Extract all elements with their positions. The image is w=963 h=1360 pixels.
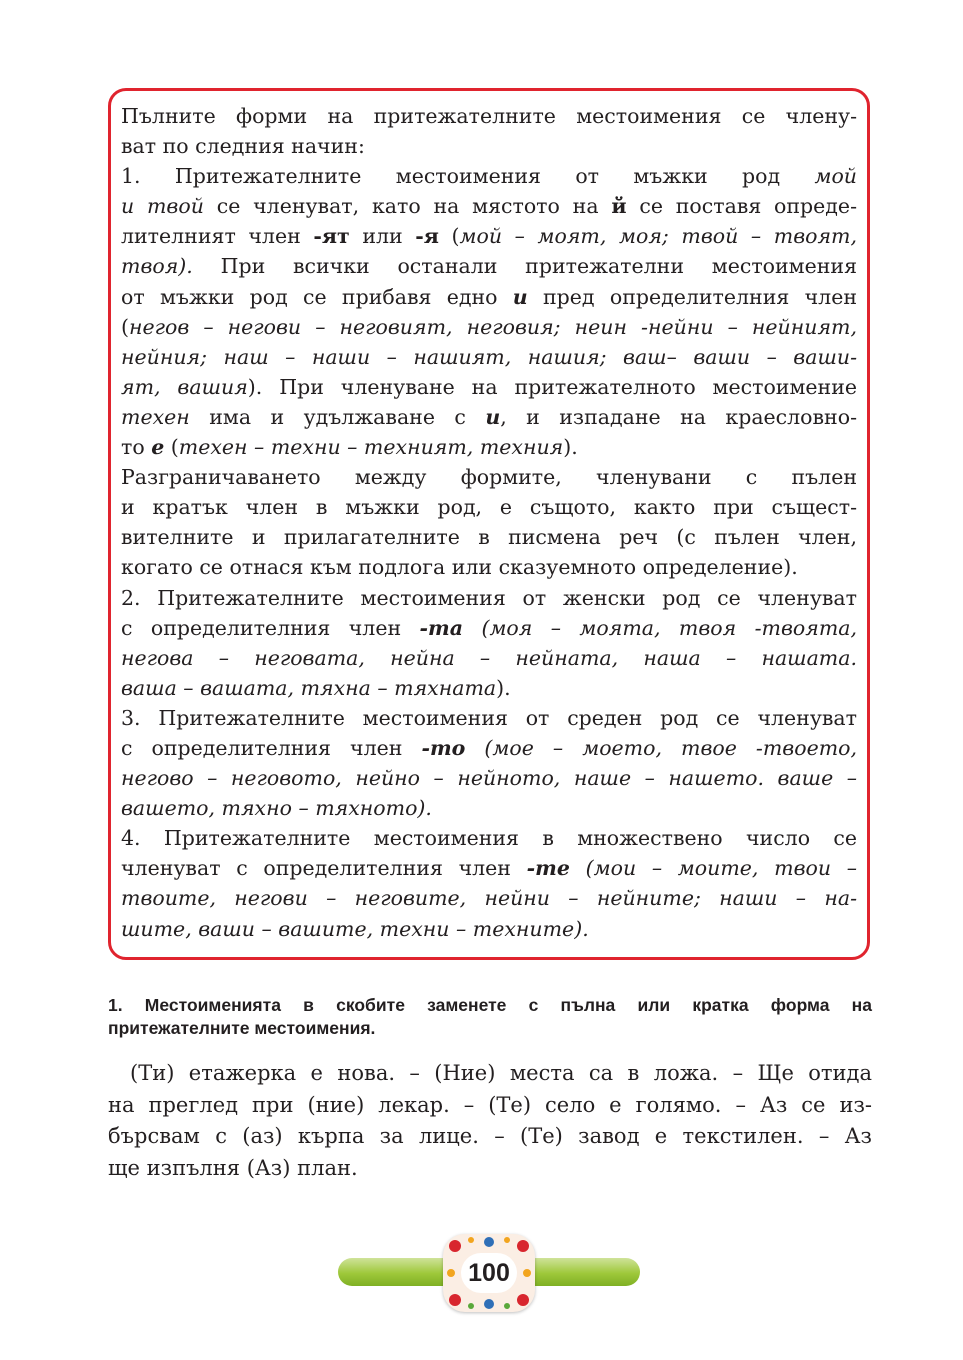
rule-text-segment: , и изпадане на краесловно- (500, 404, 857, 429)
rule-line (121, 583, 857, 613)
exercise-heading (108, 994, 872, 1040)
rule-line (121, 883, 857, 913)
rule-text-segment: техен – техни – техният, техния (178, 435, 564, 460)
rule-line (121, 914, 857, 944)
rule-text-segment: ят, вашия (121, 374, 248, 399)
rule-text-segment: ( (164, 435, 179, 460)
rule-text-segment: -ят (313, 224, 350, 249)
rule-line (121, 131, 857, 161)
rule-text-segment: 4. Притежателните местоимения в множествено число се (121, 826, 857, 851)
rule-text-segment: 3. Притежателните местоимения от среден род се членуват (121, 705, 857, 730)
exercise-text-line: (Ти) етажерка е нова. – (Ние) места са в ложа. – Ще отида (130, 1061, 872, 1085)
rule-line (121, 312, 857, 342)
rule-text-segment: техен (121, 404, 190, 429)
rule-text-segment: твоя). (121, 254, 193, 279)
exercise-heading-line: 1. Местоименията в скобите заменете с пълна или кратка форма на (108, 995, 872, 1015)
rule-text-segment: то (121, 435, 152, 460)
rule-text-segment: и твой (121, 194, 204, 219)
rule-text-segment: -то (421, 735, 466, 760)
page-number: 100 (461, 1253, 517, 1293)
rule-text-segment: (моя – моята, твоя -твоята, (463, 615, 857, 640)
rule-text-segment: и (512, 284, 528, 309)
exercise-text-line: ще изпълня (Аз) план. (108, 1155, 358, 1180)
rule-text-segment: (мое – моето, твое -твоето, (465, 735, 857, 760)
rule-text-segment: -те (526, 856, 570, 881)
rule-text-segment: с определителния член (121, 615, 420, 640)
rule-line (121, 432, 857, 462)
rule-text-segment: е (151, 435, 165, 460)
rule-line (121, 282, 857, 312)
rule-text-segment: твоите, негови – неговите, нейни – нейните; наши – на- (121, 886, 857, 911)
rule-text-segment: негово – неговото, нейно – нейното, наше – нашето. ваше – (121, 766, 857, 791)
rule-line (121, 643, 857, 673)
rule-line (121, 763, 857, 793)
rule-line (121, 342, 857, 372)
rule-line (121, 613, 857, 643)
rule-line (121, 853, 857, 883)
rule-text-segment: и (485, 404, 501, 429)
rule-text-segment: шите, ваши – вашите, техни – техните). (121, 916, 589, 941)
rule-text-segment: Разграничаването между формите, членувани с пълен (121, 465, 857, 490)
rule-line (121, 161, 857, 191)
rule-text-segment: мой – моят, моя; твой – твоят, (459, 224, 857, 249)
rule-text-segment: -я (415, 224, 439, 249)
rule-line (121, 733, 857, 763)
rule-line (121, 191, 857, 221)
rule-text-segment: от мъжки род се прибавя едно (121, 284, 513, 309)
rule-line (121, 673, 857, 703)
rule-text-segment: вителните и прилагателните в писмена реч (с пълен член, (121, 525, 857, 550)
rule-text-segment: лителният член (121, 224, 314, 249)
rule-line (121, 552, 857, 582)
rule-text-segment: и кратък член в мъжки род, е същото, както при същест- (121, 495, 857, 520)
rule-line (121, 221, 857, 251)
rule-text-segment: има и удължаване с (189, 404, 486, 429)
rule-text-segment: пред определителния член (527, 284, 857, 309)
rule-text-segment: ( (121, 314, 129, 339)
rule-line (121, 522, 857, 552)
rule-text-segment: ). (563, 435, 578, 460)
rule-line (121, 703, 857, 733)
rule-text-segment: когато се отнася към подлога или сказуемното определение). (121, 555, 798, 580)
rule-text-segment: с определителния член (121, 735, 422, 760)
rule-text-segment: ). При членуване на притежателното местоимение (247, 374, 857, 399)
rule-line (121, 402, 857, 432)
rule-text-segment: й (611, 194, 627, 219)
rule-text-segment: При всички останали притежателни местоимения (192, 254, 857, 279)
rule-line (121, 251, 857, 281)
rule-box (108, 88, 870, 960)
exercise-heading-line: притежателните местоимения. (108, 1018, 376, 1038)
rule-line (121, 462, 857, 492)
rule-text-segment: ( (438, 224, 460, 249)
rule-line (121, 492, 857, 522)
rule-line (121, 372, 857, 402)
rule-line (121, 101, 857, 131)
rule-text-segment: мой (814, 164, 857, 189)
rule-text-segment: ). (496, 675, 511, 700)
exercise-text-line: на преглед при (ние) лекар. – (Те) село е голямо. – Аз се из- (108, 1092, 872, 1117)
rule-text-segment: (мои – моите, твои – (569, 856, 857, 881)
rule-text-segment: Пълните форми на притежателните местоимения се члену- (121, 104, 857, 128)
rule-text-segment: или (349, 224, 416, 249)
rule-text-segment: негова – неговата, нейна – нейната, наша – нашата. (121, 645, 857, 670)
exercise-text (108, 1058, 872, 1184)
rule-text-segment: нейния; наш – наши – нашият, нашия; ваш– ваши – ваши- (121, 344, 857, 369)
rule-line (121, 793, 857, 823)
rule-text-segment: ват по следния начин: (121, 134, 365, 159)
rule-text-segment: -та (419, 615, 464, 640)
rule-text-segment: 1. Притежателните местоимения от мъжки род (121, 164, 815, 189)
rule-line (121, 823, 857, 853)
rule-text-segment: вашето, тяхно – тяхното). (121, 796, 432, 821)
rule-text-segment: се поставя опреде- (626, 194, 857, 219)
rule-text-segment: 2. Притежателните местоимения от женски род се членуват (121, 585, 857, 610)
rule-text-segment: негов – негови – неговият, неговия; неин -нейни – нейният, (129, 314, 857, 339)
rule-text-segment: се членуват, като на мястото на (203, 194, 612, 219)
exercise-text-line: бърсвам с (аз) кърпа за лице. – (Те) завод е текстилен. – Аз (108, 1124, 872, 1148)
rule-text-segment: ваша – вашата, тяхна – тяхната (121, 675, 497, 700)
rule-text-segment: членуват с определителния член (121, 856, 527, 881)
